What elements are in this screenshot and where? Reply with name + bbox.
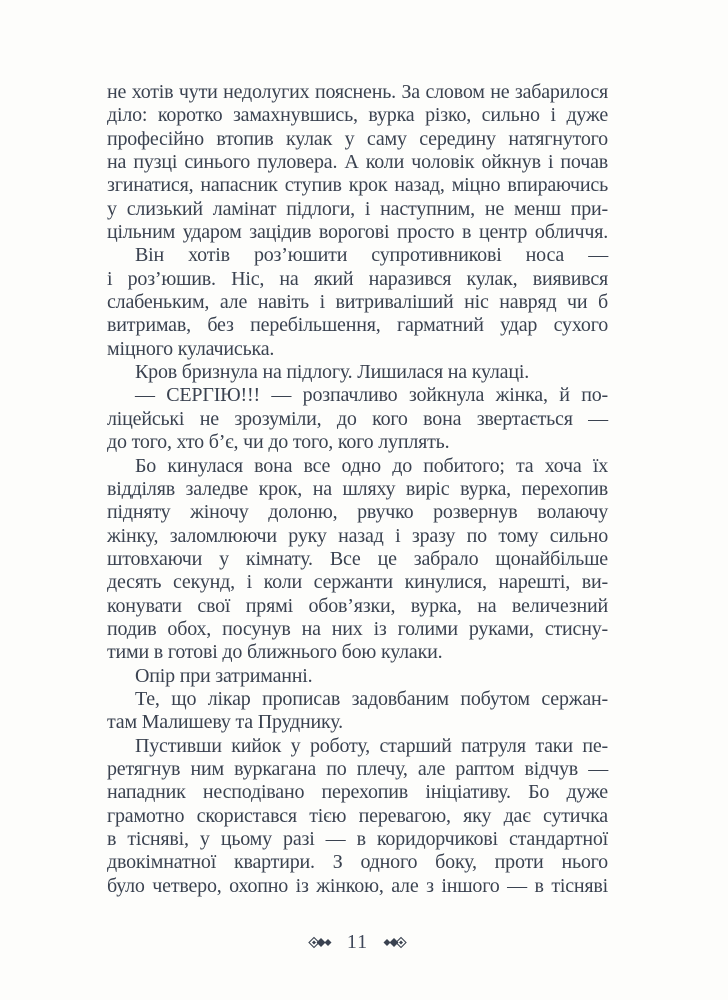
paragraph xyxy=(107,81,608,244)
text-line: — СЕРГІЮ!!! — розпачливо зойкнула жінка, й по- xyxy=(135,384,608,407)
text-line: Опір при затриманні. xyxy=(135,664,313,687)
text-line: на пузці синього пуловера. А коли чоловік ойкнув і почав xyxy=(107,151,608,174)
text-line: жінку, заломлюючи руку назад і зразу по тому сильно xyxy=(107,524,608,547)
text-line: слабеньким, але навіть і витриваліший ніс навряд чи б xyxy=(107,291,608,314)
text-line: Те, що лікар прописав задовбаним побутом сержан- xyxy=(135,687,608,710)
text-line: підняту жіночу долоню, рвучко розвернув волаючу xyxy=(107,501,608,524)
text-line: професійно втопив кулак у саму середину натягнутого xyxy=(107,127,608,150)
text-line: нападник несподівано перехопив ініціативу. Бо дуже xyxy=(107,781,608,804)
text-line: Кров бризнула на підлогу. Лишилася на кулаці. xyxy=(135,361,529,384)
paragraph xyxy=(107,384,608,454)
paragraph xyxy=(107,455,608,665)
text-line: тими в готові до ближнього бою кулаки. xyxy=(107,641,443,664)
page-footer xyxy=(107,929,608,955)
text-line: ліцейські не зрозуміли, до кого вона звертається — xyxy=(107,407,608,430)
text-line: там Малишеву та Пруднику. xyxy=(107,711,343,734)
text-line: відділяв заледве крок, на шляху виріс вурка, перехопив xyxy=(107,477,608,500)
text-line: до того, хто б’є, чи до того, кого луплять. xyxy=(107,431,450,454)
text-line: не хотів чути недолугих пояснень. За словом не забарилося xyxy=(107,81,608,103)
text-line: Він хотів роз’юшити супротивникові носа — xyxy=(135,244,608,267)
paragraph xyxy=(107,735,608,898)
text-line: Бо кинулася вона все одно до побитого; та хоча їх xyxy=(135,454,608,477)
text-line: міцного кулачиська. xyxy=(107,337,275,360)
text-line: подив обох, посунув на них із голими руками, стисну- xyxy=(107,617,608,640)
text-line: ретягнув ним вуркагана по плечу, але раптом відчув — xyxy=(107,757,608,780)
text-line: витримав, без перебільшення, гарматний удар сухого xyxy=(107,314,608,337)
text-line: штовхаючи у кімнату. Все це забрало щонайбільше xyxy=(107,547,608,570)
text-line: у слизький ламінат підлоги, і наступним, не менш при- xyxy=(107,197,608,220)
text-line: і роз’юшив. Ніс, на який наразився кулак, виявився xyxy=(107,267,608,290)
text-line: згинатися, напасник ступив крок назад, міцно впираючись xyxy=(107,174,608,197)
footer-ornament-right-icon xyxy=(383,936,407,949)
text-line: було четверо, охопно із жінкою, але з іншого — в тісняві xyxy=(107,874,608,897)
paragraph xyxy=(107,688,608,735)
footer-ornament-left-icon xyxy=(308,936,332,949)
paragraph xyxy=(107,665,608,688)
paragraph xyxy=(107,361,608,384)
text-line: цільним ударом зацідив ворогові просто в центр обличчя. xyxy=(107,221,608,244)
text-line: грамотно скористався тією перевагою, яку дає сутичка xyxy=(107,804,608,827)
text-line: двокімнатної квартири. З одного боку, проти нього xyxy=(107,851,608,874)
text-line: діло: коротко замахнувшись, вурка різко, сильно і дуже xyxy=(107,104,608,127)
text-line: десять секунд, і коли сержанти кинулися, нарешті, ви- xyxy=(107,571,608,594)
text-line: в тісняві, у цьому разі — в коридорчикові стандартної xyxy=(107,828,608,850)
text-line: конувати свої прямі обов’язки, вурка, на величезний xyxy=(107,594,608,617)
page-text xyxy=(107,81,608,898)
page-number: 11 xyxy=(346,930,369,953)
text-line: Пустивши кийок у роботу, старший патруля таки пе- xyxy=(135,734,608,757)
paragraph xyxy=(107,244,608,361)
